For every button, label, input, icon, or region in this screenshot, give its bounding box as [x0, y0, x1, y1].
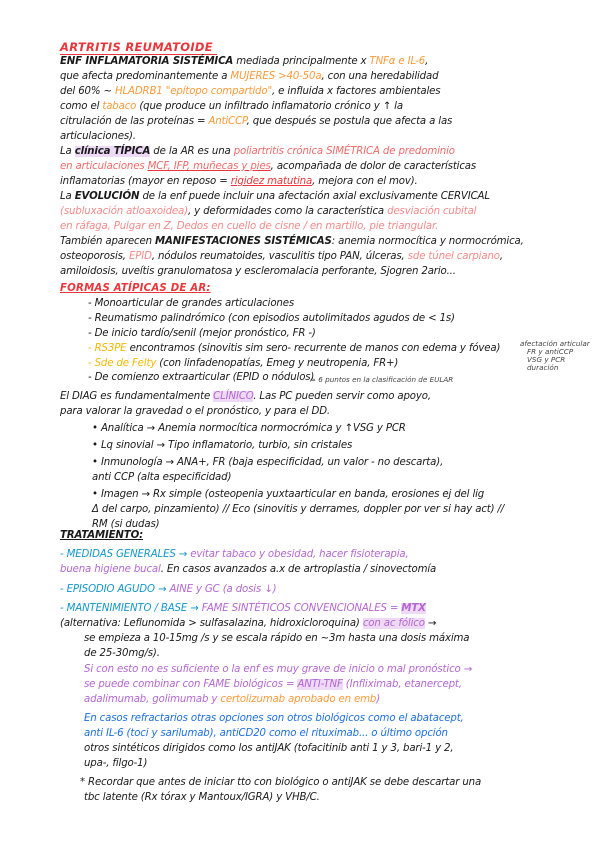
higiene-highlight: buena higiene bucal: [60, 564, 161, 575]
clinica-text: de la AR es una: [150, 146, 234, 157]
intro-text: del 60% ~: [60, 86, 115, 97]
si-text: (Infliximab, etanercept,: [342, 679, 462, 690]
felty-highlight: - Sde de Felty: [88, 358, 157, 369]
antitnf-highlight: ANTI-TNF: [297, 679, 343, 690]
intro-text: , con una heredabilidad: [321, 71, 439, 82]
clinica-text: ,: [499, 251, 503, 262]
clinica-text: : anemia normocítica y normocrómica,: [331, 236, 524, 247]
formas-heading: FORMAS ATÍPICAS DE AR:: [60, 283, 211, 294]
mant-line-2: [60, 618, 436, 630]
ref-line-3: otros sintéticos dirigidos como los antiJAK (tofacitinib anti 1 y 3, bari-1 y 2,: [84, 743, 454, 754]
mtx-highlight: MTX: [401, 603, 426, 614]
subluxacion-highlight: (subluxación atloaxoidea): [60, 206, 188, 217]
diag-item-4: anti CCP (alta especificidad): [92, 472, 232, 483]
tobacco-highlight: tabaco: [102, 101, 137, 112]
forma-item-4: [88, 343, 500, 355]
eular-note: ≈ 6 puntos en la clasificación de EULAR: [310, 375, 454, 384]
intro-line-1: [60, 56, 428, 68]
clinica-text: También aparecen: [60, 236, 156, 247]
intro-line-5: [60, 116, 452, 128]
cytokines-highlight: TNFα e IL-6: [369, 56, 426, 67]
rigidez-highlight: rigidez matutina: [230, 176, 313, 187]
intro-text: que afecta predominantemente a: [60, 71, 231, 82]
diag-item-1: • Analítica → Anemia normocítica normocrómica y ↑VSG y PCR: [92, 423, 406, 434]
ref-line-4: upa-, filgo-1): [84, 758, 148, 769]
title-underline: [60, 54, 217, 55]
diag-item-5: • Imagen → Rx simple (osteopenia yuxtaarticular en banda, erosiones ej del lig: [92, 489, 485, 500]
poliartritis-highlight: poliartritis crónica SIMÉTRICA de predominio: [233, 146, 455, 157]
medidas-line-2: [60, 564, 436, 576]
forma-item-2: - Reumatismo palindrómico (con episodios autolimitados agudos de < 1s): [88, 313, 455, 324]
forma-text: encontramos (sinovitis sim sero- recurrente de manos con edema y fóvea): [126, 343, 501, 354]
intro-line-4: [60, 101, 403, 113]
clinica-line-3: [60, 176, 418, 188]
clinica-text: , y deformidades como la característica: [187, 206, 388, 217]
recordar-line-2: tbc latente (Rx tórax y Mantoux/IGRA) y VHB/C.: [84, 792, 320, 803]
intro-term: ENF INFLAMATORIA SISTÉMICA: [60, 56, 234, 67]
si-text: se puede combinar con FAME biológicos =: [84, 679, 298, 690]
articulaciones-highlight: en articulaciones: [60, 161, 148, 172]
anticcp-highlight: AntiCCP: [208, 116, 247, 127]
manifestaciones-label: MANIFESTACIONES SISTÉMICAS: [155, 236, 332, 247]
diag-item-3: • Inmunología → ANA+, FR (baja especificidad, un valor - no descarta),: [92, 457, 444, 468]
medidas-label: - MEDIDAS GENERALES →: [60, 549, 191, 560]
intro-text: ,: [425, 56, 429, 67]
episodio-line: [60, 584, 276, 596]
tratamiento-heading: TRATAMIENTO:: [60, 530, 144, 541]
intro-text: citrulación de las proteínas =: [60, 116, 209, 127]
diag-item-6: Δ del carpo, pinzamiento) // Eco (sinovitis y derrames, doppler por ver si hay act) //: [92, 504, 505, 515]
clinica-text: La: [60, 146, 75, 157]
mant-text: (alternativa: Leflunomida > sulfasalazina, hidroxicloroquina): [60, 618, 363, 629]
mant-text: →: [424, 618, 437, 629]
clinica-text: osteoporosis,: [60, 251, 129, 262]
clinica-text: inflamatorias (mayor en reposo =: [60, 176, 231, 187]
desviacion-highlight: desviación cubital: [387, 206, 477, 217]
clinica-line-7: [60, 236, 524, 248]
ref-line-1: En casos refractarios otras opciones son otros biológicos como el abatacept,: [84, 713, 464, 724]
hla-highlight: HLADRB1 "epítopo compartido": [114, 86, 272, 97]
medidas-text: . En casos avanzados a.x de artroplastia / sinovectomía: [160, 564, 437, 575]
rs3pe-highlight: - RS3PE: [88, 343, 127, 354]
clinica-line-6: en ráfaga, Pulgar en Z, Dedos en cuello de cisne / en martillo, pie triangular.: [60, 221, 439, 232]
si-line-1: Si con esto no es suficiente o la enf es muy grave de inicio o mal pronóstico →: [84, 664, 473, 675]
episodio-label: - EPISODIO AGUDO →: [60, 584, 170, 595]
clinica-text: , mejora con el mov).: [312, 176, 418, 187]
women-highlight: MUJERES >40-50a: [230, 71, 322, 82]
certolizumab-highlight: certolizumab aprobado en emb: [220, 694, 377, 705]
medidas-line-1: [60, 549, 409, 561]
joints-highlight: MCF, IFP, muñecas y pies: [147, 161, 271, 172]
clinica-text: , acompañada de dolor de características: [270, 161, 477, 172]
side-note-2: FR y antiCCP: [527, 347, 574, 356]
epid-highlight: EPID: [128, 251, 152, 262]
clinica-line-1: [60, 146, 455, 158]
intro-text: (que produce un infiltrado inflamatorio crónico y ↑ la: [136, 101, 403, 112]
diag-item-2: • Lq sinovial → Tipo inflamatorio, turbio, sin cristales: [92, 440, 353, 451]
page-title: ARTRITIS REUMATOIDE: [60, 40, 213, 54]
intro-text: , e influida x factores ambientales: [272, 86, 441, 97]
forma-text: (con linfadenopatías, Emeg y neutropenia, FR+): [156, 358, 399, 369]
clinica-text: de la enf puede incluir una afectación axial exclusivamente CERVICAL: [139, 191, 490, 202]
clinica-line-4: [60, 191, 490, 203]
clinica-text: La: [60, 191, 75, 202]
intro-line-3: [60, 86, 440, 98]
si-line-2: [84, 679, 462, 691]
si-line-3: [84, 694, 380, 706]
folico-highlight: con ac fólico: [362, 618, 425, 629]
clinica-tipica-label: clínica TÍPICA: [74, 146, 151, 157]
diag-text: . Las PC pueden servir como apoyo,: [253, 391, 431, 402]
si-text: ): [376, 694, 381, 705]
intro-line-6: articulaciones).: [60, 131, 136, 142]
si-text: adalimumab, golimumab y: [84, 694, 221, 705]
forma-item-3: - De inicio tardío/senil (mejor pronóstico, FR -): [88, 328, 316, 339]
intro-text: mediada principalmente x: [233, 56, 370, 67]
medidas-highlight: evitar tabaco y obesidad, hacer fisioterapia,: [190, 549, 409, 560]
mant-line-3: se empieza a 10-15mg /s y se escala rápido en ~3m hasta una dosis máxima: [84, 633, 470, 644]
clinica-text: , nódulos reumatoides, vasculitis tipo PAN, úlceras,: [151, 251, 408, 262]
evolucion-label: EVOLUCIÓN: [74, 191, 140, 202]
clinica-line-5: [60, 206, 476, 218]
diag-item-7: RM (si dudas): [92, 519, 160, 530]
diag-line-2: para valorar la gravedad o el pronóstico, y para el DD.: [60, 406, 330, 417]
fame-highlight: FAME SINTÉTICOS CONVENCIONALES =: [201, 603, 402, 614]
forma-item-6: - De comienzo extraarticular (EPID o nódulos): [88, 372, 315, 383]
intro-text: , que después se postula que afecta a las: [246, 116, 453, 127]
mant-line-4: de 25-30mg/s).: [84, 648, 160, 659]
side-note-1: afectación articular: [520, 339, 590, 348]
recordar-line-1: * Recordar que antes de iniciar tto con biológico o antiJAK se debe descartar una: [80, 777, 482, 788]
intro-line-2: [60, 71, 438, 83]
forma-item-1: - Monoarticular de grandes articulaciones: [88, 298, 294, 309]
ref-line-2: anti IL-6 (toci y sarilumab), antiCD20 como el rituximab... o último opción: [84, 728, 448, 739]
forma-item-5: [88, 358, 398, 370]
aine-highlight: AINE y GC (a dosis ↓): [169, 584, 277, 595]
mant-label: - MANTENIMIENTO / BASE →: [60, 603, 202, 614]
clinica-line-8: [60, 251, 503, 263]
side-note-3: VSG y PCR: [527, 355, 566, 364]
clinica-line-2: [60, 161, 476, 173]
diag-line-1: [60, 391, 431, 403]
diag-text: El DIAG es fundamentalmente: [60, 391, 214, 402]
mant-line-1: [60, 603, 426, 615]
side-note-4: duración: [527, 363, 559, 372]
intro-text: como el: [60, 101, 103, 112]
tunel-carpiano-highlight: sde túnel carpiano: [407, 251, 500, 262]
clinico-highlight: CLÍNICO: [213, 391, 254, 402]
clinica-line-9: amiloidosis, uveítis granulomatosa y escleromalacia perforante, Sjogren 2ario...: [60, 266, 456, 277]
